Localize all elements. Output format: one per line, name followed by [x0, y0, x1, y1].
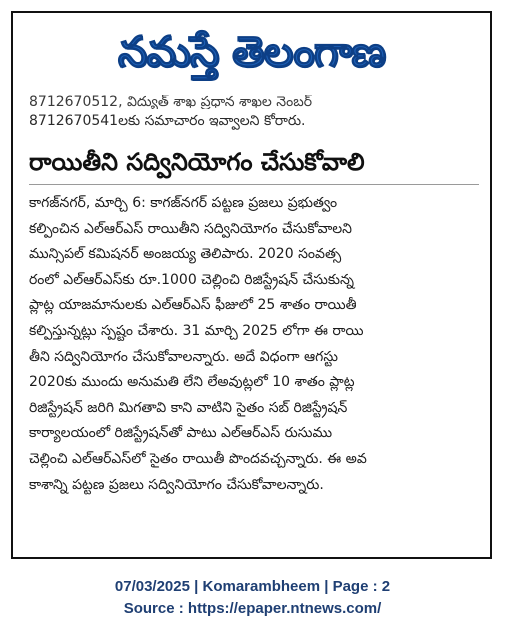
- headline-divider: [29, 184, 479, 185]
- article-body-line: ప్లాట్ల యాజమానులకు ఎల్ఆర్ఎస్ ఫీజులో 25 శాతం రాయితీ: [29, 297, 357, 314]
- previous-article-line: 8712670512, విద్యుత్ శాఖ ప్రధాన శాఖల నెంబర్: [29, 95, 313, 109]
- article-body-line: చెల్లించి ఎల్ఆర్ఎస్‌లో సైతం రాయితీ పొందవచ్చన్నారు. ఈ అవ: [29, 450, 367, 467]
- article-body-line: తీని సద్వినియోగం చేసుకోవాలన్నారు. అదే విధంగా ఆగస్టు: [29, 348, 338, 365]
- source-link[interactable]: Source : https://epaper.ntnews.com/: [123, 600, 382, 617]
- article-body-line: రంలో ఎల్ఆర్ఎస్‌కు రూ.1000 చెల్లించి రిజిస్ట్రేషన్ చేసుకున్న: [29, 271, 354, 288]
- article-body-line: రిజిస్ట్రేషన్ జరిగి మిగతావి కాని వాటిని సైతం సబ్ రిజిస్ట్రేషన్: [29, 399, 348, 416]
- article-headline: రాయితీని సద్వినియోగం చేసుకోవాలి: [29, 148, 365, 176]
- article-body-line: 2020కు ముందు అనుమతి లేని లేఅవుట్లలో 10 శాతం ప్లాట్ల: [29, 374, 355, 391]
- article-body-line: కల్పిస్తున్నట్లు స్పష్టం చేశారు. 31 మార్చి 2025 లోగా ఈ రాయి: [29, 322, 364, 339]
- newspaper-masthead: నమస్తే తెలంగాణ: [117, 27, 386, 76]
- previous-article-line: 8712670541లకు సమాచారం ఇవ్వాలని కోరారు.: [29, 113, 306, 129]
- article-body-line: కార్యాలయంలో రిజిస్ట్రేషన్‌తో పాటు ఎల్ఆర్ఎస్ రుసుము: [29, 425, 333, 442]
- article-body-line: మున్సిపల్ కమిషనర్ అంజయ్య తెలిపారు. 2020 సంవత్స: [29, 246, 342, 263]
- article-body-line: కాగజ్‌నగర్, మార్చి 6: కాగజ్‌నగర్ పట్టణ ప్రజలు ప్రభుత్వం: [29, 195, 338, 211]
- clipping-frame: [11, 11, 492, 559]
- article-body: [29, 191, 479, 498]
- article-clip: [29, 97, 479, 498]
- article-body-line: కాశాన్ని పట్టణ ప్రజలు సద్వినియోగం చేసుకోవాలన్నారు.: [29, 476, 324, 493]
- article-body-line: కల్పించిన ఎల్ఆర్ఎస్ రాయితీని సద్వినియోగం చేసుకోవాలని: [29, 220, 353, 237]
- publication-info: 07/03/2025 | Komarambheem | Page : 2: [114, 578, 391, 595]
